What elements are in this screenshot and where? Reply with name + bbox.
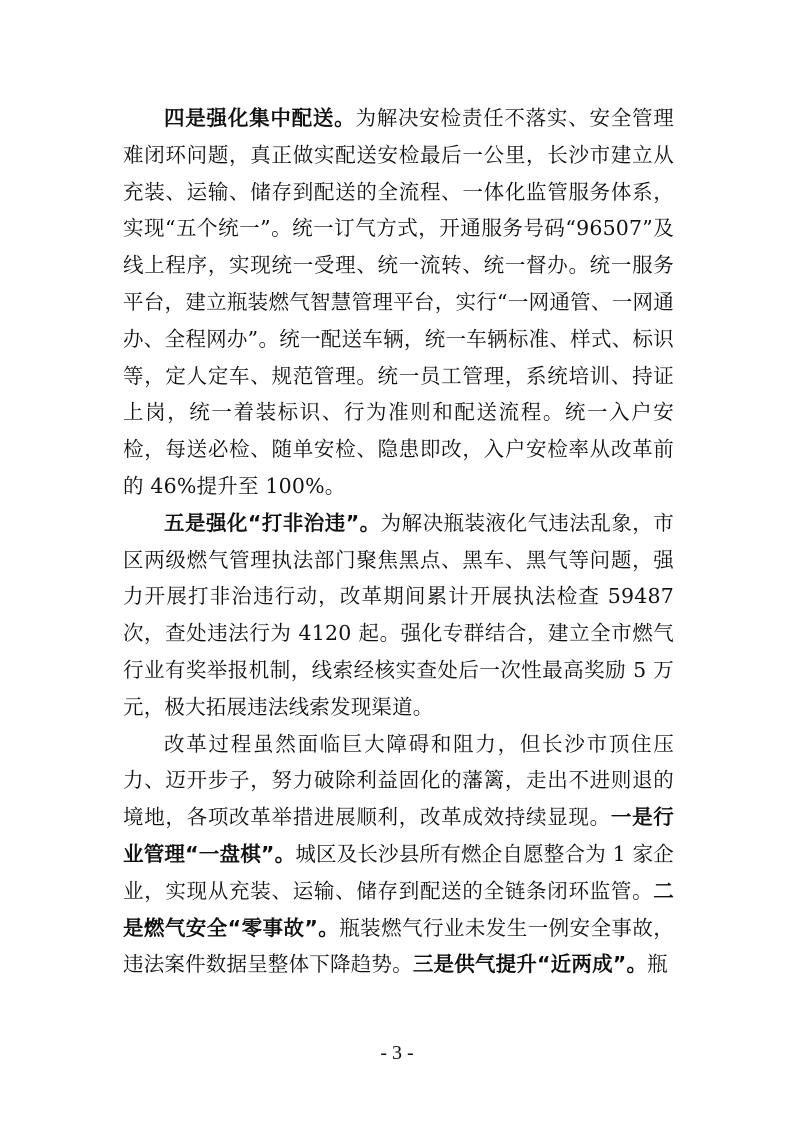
heading-result-one: 一是行业管理“一盘棋”。 — [123, 805, 674, 866]
heading-result-two: 二是燃气安全“零事故”。 — [123, 878, 674, 940]
paragraph-text: 改革过程虽然面临巨大障碍和阻力，但长沙市顶住压力、迈开步子，努力破除利益固化的藩篱，走出不进则退的境地，各项改革举措进展顺利，改革成效持续显现。 — [123, 731, 674, 830]
paragraph-centralized-delivery — [123, 100, 674, 505]
paragraph-text: 瓶 — [647, 952, 668, 977]
heading-centralized-delivery: 四是强化集中配送。 — [164, 106, 356, 130]
paragraph-text: 为解决瓶装液化气违法乱象，市区两级燃气管理执法部门聚焦黑点、黑车、黑气等问题，强力开展打非治违行动，改革期间累计开展执法检查 59487 次，查处违法行为 4120 起。强化专群结合，建立全市燃气行业有奖举报机制，线索经核实查处后一次性最高奖励 5 万元，极大拓展违法线索发现渠道。 — [123, 510, 674, 719]
paragraph-reform-results — [123, 726, 674, 984]
paragraph-text: 为解决安检责任不落实、安全管理难闭环问题，真正做实配送安检最后一公里，长沙市建立从充装、运输、储存到配送的全流程、一体化监管服务体系，实现“五个统一”。统一订气方式，开通服务号码“96507”及线上程序，实现统一受理、统一流转、统一督办。统一服务平台，建立瓶装燃气智慧管理平台，实行“一网通管、一网通办、全程网办”。统一配送车辆，统一车辆标准、样式、标识等，定人定车、规范管理。统一员工管理，系统培训、持证上岗，统一着装标识、行为准则和配送流程。统一入户安检，每送必检、随单安检、隐患即改，入户安检率从改革前的 46%提升至 100%。 — [123, 106, 674, 498]
body-text — [123, 100, 674, 983]
heading-crackdown: 五是强化“打非治违”。 — [164, 510, 381, 535]
paragraph-text: 瓶装燃气行业未发生一例安全事故，违法案件数据呈整体下降趋势。 — [123, 915, 674, 977]
heading-result-three: 三是供气提升“近两成”。 — [412, 952, 648, 977]
paragraph-text: 城区及长沙县所有燃企自愿整合为 1 家企业，实现从充装、运输、储存到配送的全链条闭环监管。 — [123, 841, 675, 903]
page-number: - 3 - — [380, 1042, 414, 1064]
paragraph-crackdown — [123, 505, 674, 726]
